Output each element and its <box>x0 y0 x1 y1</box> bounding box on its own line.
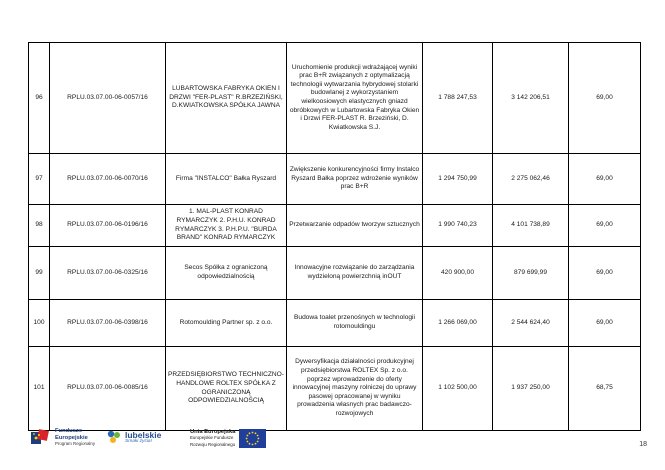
project-title: Innowacyjne rozwiązanie do zarządzania wydzieloną powierzchnią inOUT <box>287 247 423 300</box>
row-number: 98 <box>29 205 50 247</box>
lubelskie-logo <box>106 429 161 445</box>
fe-line-3: Program Regionalny <box>55 441 96 447</box>
fe-line-2: Europejskie <box>55 434 88 441</box>
cofinancing-amount: 420 900,00 <box>423 247 493 300</box>
lubelskie-tagline: Smaki życia! <box>125 438 152 444</box>
table-row <box>29 347 641 431</box>
ue-line-3: Rozwoju Regionalnego <box>190 441 236 447</box>
beneficiary-name: Rotomoulding Partner sp. z o.o. <box>166 300 287 347</box>
project-title: Uruchomienie produkcji wdrażającej wyniki prac B+R związanych z optymalizacją technologii wytwarzania hybrydowej stolarki budowlanej z wykorzystaniem wielkoosiowych elastycznych gniazd obróbkowych w Lubartowska Fabryka Okien i Drzwi FER-PLAST R. Brzeziński, D. Kwiatkowska S.J. <box>287 43 423 154</box>
table-row <box>29 247 641 300</box>
application-code: RPLU.03.07.00-06-0085/16 <box>50 347 166 431</box>
application-code: RPLU.03.07.00-06-0070/16 <box>50 154 166 205</box>
score: 69,00 <box>569 154 641 205</box>
unia-europejska-logo <box>190 429 266 448</box>
eu-flag-icon <box>239 429 266 448</box>
score: 68,75 <box>569 347 641 431</box>
ue-line-2: Europejskie Fundusze <box>190 435 234 441</box>
ue-line-1: Unia Europejska <box>190 429 236 436</box>
lubelskie-icon <box>106 429 122 445</box>
row-number: 100 <box>29 300 50 347</box>
application-code: RPLU.03.07.00-06-0325/16 <box>50 247 166 300</box>
score: 69,00 <box>569 247 641 300</box>
project-title: Przetwarzanie odpadów tworzyw sztucznych <box>287 205 423 247</box>
grants-table <box>28 42 641 431</box>
cofinancing-amount: 1 294 750,99 <box>423 154 493 205</box>
page-footer <box>0 420 665 470</box>
cofinancing-amount: 1 102 500,00 <box>423 347 493 431</box>
table-row <box>29 300 641 347</box>
total-value: 2 544 624,40 <box>493 300 569 347</box>
beneficiary-name: PRZEDSIĘBIORSTWO TECHNICZNO-HANDLOWE ROLTEX SPÓŁKA Z OGRANICZONĄ ODPOWIEDZIALNOŚCIĄ <box>166 347 287 431</box>
score: 69,00 <box>569 43 641 154</box>
table-row <box>29 43 641 154</box>
application-code: RPLU.03.07.00-06-0398/16 <box>50 300 166 347</box>
cofinancing-amount: 1 990 740,23 <box>423 205 493 247</box>
page-number: 18 <box>639 441 647 448</box>
fundusze-europejskie-logo <box>30 428 95 448</box>
project-title: Dywersyfikacja działalności produkcyjnej przedsiębiorstwa ROLTEX Sp. z o.o. poprzez wprowadzenie do oferty innowacyjnej maszyny rolniczej do uprawy pasowej opracowanej w wyniku prowadzenia własnych prac badawczo-rozwojowych <box>287 347 423 431</box>
row-number: 101 <box>29 347 50 431</box>
project-title: Zwiększenie konkurencyjności firmy Instalco Ryszard Bałka poprzez wdrożenie wyników prac B+R <box>287 154 423 205</box>
project-title: Budowa toalet przenośnych w technologii rotomouldingu <box>287 300 423 347</box>
score: 69,00 <box>569 205 641 247</box>
total-value: 2 275 062,46 <box>493 154 569 205</box>
beneficiary-name: LUBARTOWSKA FABRYKA OKIEN I DRZWI "FER-PLAST" R.BRZEZIŃSKI, D.KWIATKOWSKA SPÓŁKA JAWNA <box>166 43 287 154</box>
score: 69,00 <box>569 300 641 347</box>
total-value: 879 699,99 <box>493 247 569 300</box>
fe-line-1: Fundusze <box>55 428 83 435</box>
beneficiary-name: Firma "INSTALCO" Bałka Ryszard <box>166 154 287 205</box>
application-code: RPLU.03.07.00-06-0196/16 <box>50 205 166 247</box>
beneficiary-name: Secos Spółka z ograniczoną odpowiedzialnością <box>166 247 287 300</box>
total-value: 3 142 206,51 <box>493 43 569 154</box>
fundusze-europejskie-icon <box>30 428 52 448</box>
row-number: 99 <box>29 247 50 300</box>
cofinancing-amount: 1 266 069,00 <box>423 300 493 347</box>
row-number: 96 <box>29 43 50 154</box>
cofinancing-amount: 1 788 247,53 <box>423 43 493 154</box>
row-number: 97 <box>29 154 50 205</box>
total-value: 4 101 738,89 <box>493 205 569 247</box>
total-value: 1 937 250,00 <box>493 347 569 431</box>
table-row <box>29 154 641 205</box>
application-code: RPLU.03.07.00-06-0057/16 <box>50 43 166 154</box>
beneficiary-name: 1. MAL-PLAST KONRAD RYMARCZYK 2. P.H.U. KONRAD RYMARCZYK 3. P.H.P.U. "BURDA BRAND" KONRAD RYMARCZYK <box>166 205 287 247</box>
table-row <box>29 205 641 247</box>
lubelskie-name: lubelskie <box>125 429 162 440</box>
